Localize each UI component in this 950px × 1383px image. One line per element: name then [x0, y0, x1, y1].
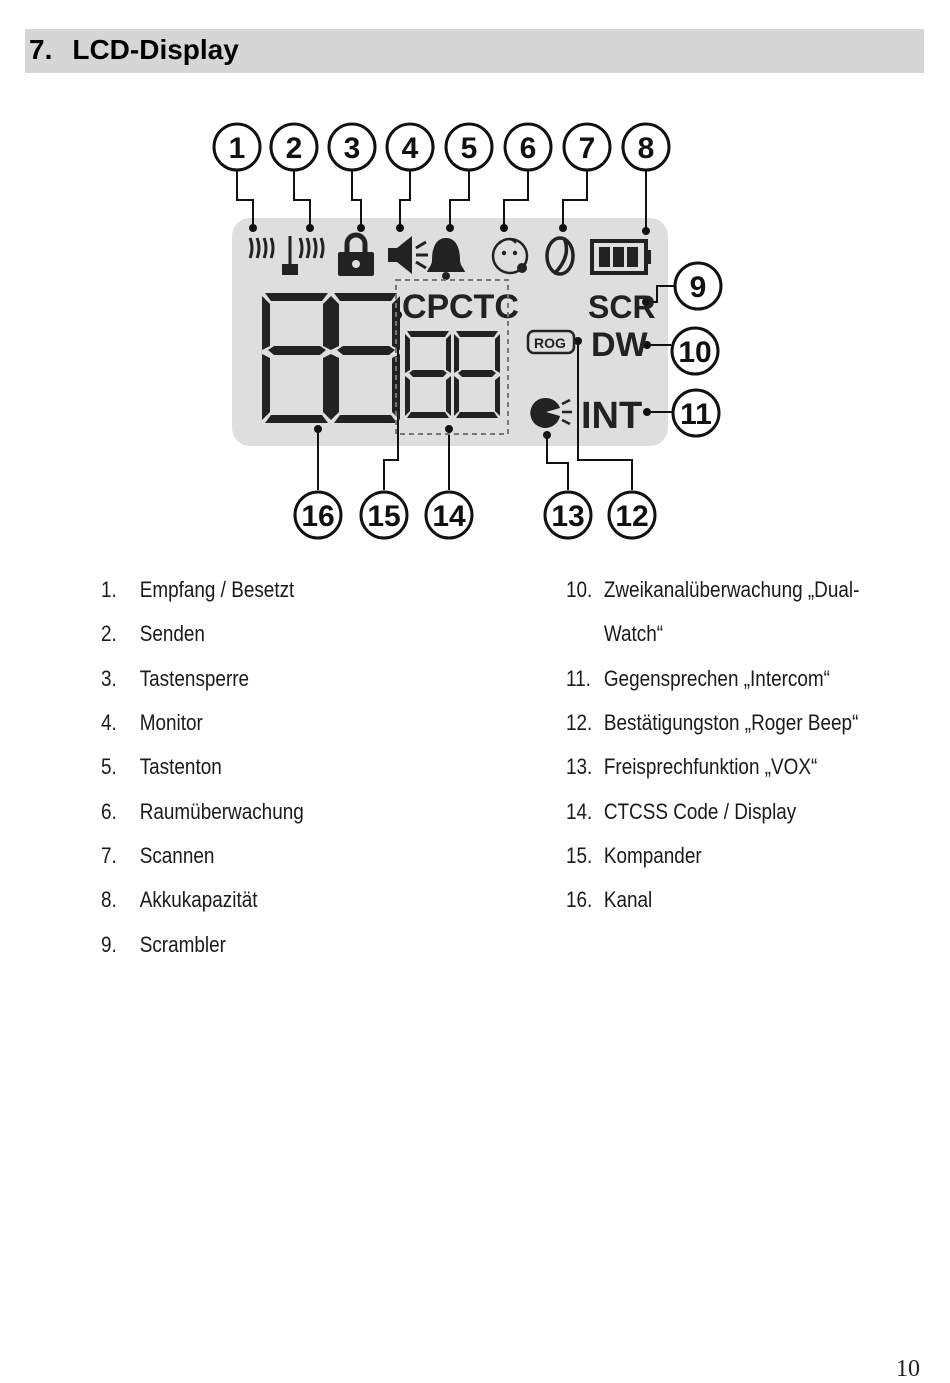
legend-text: Zweikanalüberwachung „Dual-	[603, 577, 860, 602]
legend-text: Watch“	[603, 621, 664, 646]
legend-number: 3.	[101, 666, 117, 691]
legend-number: 14.	[566, 799, 593, 824]
legend-number: 10.	[566, 577, 593, 602]
legend-text: Kompander	[603, 843, 702, 868]
callout-11: 11	[680, 398, 712, 431]
legend-number: 11.	[566, 666, 591, 691]
callout-10: 10	[678, 336, 712, 369]
legend-number: 8.	[101, 887, 117, 912]
legend-number: 16.	[566, 887, 593, 912]
legend-number: 1.	[101, 577, 117, 602]
section-number: 7.	[29, 34, 53, 65]
legend-number: 9.	[101, 932, 117, 957]
callout-14: 14	[432, 500, 466, 533]
callout-16: 16	[301, 500, 335, 533]
legend-number: 13.	[566, 754, 593, 779]
legend-text: Empfang / Besetzt	[139, 577, 295, 602]
cp-label: CP	[402, 288, 450, 326]
section-title	[29, 34, 239, 66]
legend-text: CTCSS Code / Display	[603, 799, 797, 824]
callout-4: 4	[401, 132, 419, 165]
int-label: INT	[581, 395, 643, 437]
legend-text: Akkukapazität	[139, 887, 258, 912]
section-header-bar	[25, 29, 924, 73]
lcd-diagram	[210, 88, 730, 558]
callout-6: 6	[519, 132, 537, 165]
callout-12: 12	[615, 500, 649, 533]
legend-text: Freisprechfunktion „VOX“	[603, 754, 818, 779]
callout-15: 15	[367, 500, 401, 533]
callout-7: 7	[578, 132, 596, 165]
transmit-icon	[282, 264, 298, 275]
legend-number: 6.	[101, 799, 117, 824]
legend-text: Scrambler	[139, 932, 226, 957]
page-number: 10	[896, 1356, 920, 1382]
legend-number: 2.	[101, 621, 117, 646]
legend-text: Senden	[139, 621, 205, 646]
callout-5: 5	[460, 132, 478, 165]
legend-text: Kanal	[603, 887, 653, 912]
legend-text: Raumüberwachung	[139, 799, 304, 824]
legend-number: 12.	[566, 710, 593, 735]
legend-text: Monitor	[139, 710, 203, 735]
legend-number: 4.	[101, 710, 117, 735]
section-title-text: LCD-Display	[72, 34, 239, 65]
legend-number: 5.	[101, 754, 117, 779]
callout-3: 3	[343, 132, 361, 165]
legend-text: Tastenton	[139, 754, 222, 779]
legend-text: Gegensprechen „Intercom“	[603, 666, 830, 691]
callout-1: 1	[228, 132, 246, 165]
legend-text: Tastensperre	[139, 666, 250, 691]
legend-number: 7.	[101, 843, 117, 868]
legend-number: 15.	[566, 843, 593, 868]
callout-2: 2	[285, 132, 303, 165]
callout-13: 13	[551, 500, 585, 533]
ctc-label: CTC	[449, 288, 519, 326]
callout-8: 8	[637, 132, 655, 165]
rog-label: ROG	[534, 335, 566, 351]
dw-label: DW	[591, 326, 648, 364]
legend-text: Bestätigungston „Roger Beep“	[603, 710, 859, 735]
scr-label: SCR	[588, 289, 656, 325]
legend-text: Scannen	[139, 843, 215, 868]
callout-9: 9	[689, 271, 707, 304]
